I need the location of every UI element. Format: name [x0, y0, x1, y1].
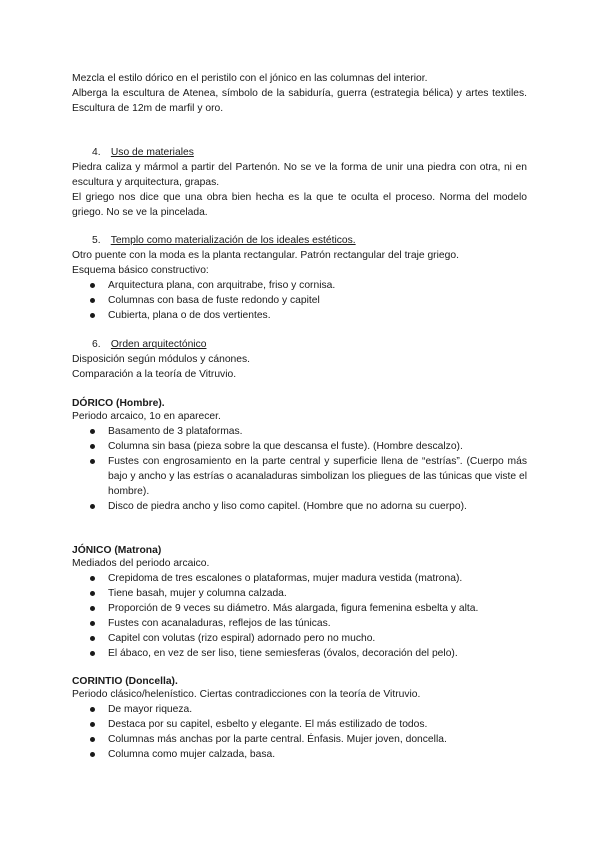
list-item: Disco de piedra ancho y liso como capitel. (Hombre que no adorna su cuerpo). [72, 499, 527, 514]
section-5-heading [92, 233, 356, 248]
bullet-icon [90, 298, 95, 303]
bullet-icon [90, 737, 95, 742]
section-6-number: 6. [92, 339, 101, 350]
section-6-line-1: Disposición según módulos y cánones. [72, 354, 251, 365]
list-item: Proporción de 9 veces su diámetro. Más alargada, figura femenina esbelta y alta. [72, 601, 527, 616]
bullet-icon [90, 722, 95, 727]
list-item: Fustes con engrosamiento en la parte central y superficie llena de “estrías”. (Cuerpo más bajo y ancho y las estrías o acanaladuras simbolizan los pliegues de las túnicas que viste el hombre). [72, 454, 527, 499]
bullet-icon [90, 444, 95, 449]
bullet-icon [90, 283, 95, 288]
list-item: Capitel con volutas (rizo espiral) adornado pero no mucho. [72, 631, 527, 646]
bullet-icon [90, 313, 95, 318]
bullet-icon [90, 429, 95, 434]
list-item: Columnas con basa de fuste redondo y capitel [72, 293, 527, 308]
section-4-number: 4. [92, 147, 101, 158]
jonico-heading: JÓNICO (Matrona) [72, 545, 162, 556]
section-5-number: 5. [92, 235, 101, 246]
corintio-line-1: Periodo clásico/helenístico. Ciertas contradicciones con la teoría de Vitruvio. [72, 689, 421, 700]
list-item: Basamento de 3 plataformas. [72, 424, 527, 439]
bullet-icon [90, 606, 95, 611]
intro-paragraph-2: Alberga la escultura de Atenea, símbolo de la sabiduría, guerra (estrategia bélica) y artes textiles. Escultura de 12m de marfil y oro. [72, 88, 527, 114]
bullet-icon [90, 591, 95, 596]
section-5-line-2: Esquema básico constructivo: [72, 265, 209, 276]
section-6-heading [92, 337, 206, 352]
bullet-icon [90, 621, 95, 626]
list-item: Destaca por su capitel, esbelto y elegante. El más estilizado de todos. [72, 717, 527, 732]
list-item: Columna sin basa (pieza sobre la que descansa el fuste). (Hombre descalzo). [72, 439, 527, 454]
list-item: Cubierta, plana o de dos vertientes. [72, 308, 527, 323]
bullet-icon [90, 752, 95, 757]
section-4-title: Uso de materiales [110, 147, 194, 158]
bullet-icon [90, 651, 95, 656]
dorico-bullet-list [72, 424, 527, 514]
dorico-heading: DÓRICO (Hombre). [72, 398, 165, 409]
list-item: Columnas más anchas por la parte central. Énfasis. Mujer joven, doncella. [72, 732, 527, 747]
list-item: Crepidoma de tres escalones o plataformas, mujer madura vestida (matrona). [72, 571, 527, 586]
bullet-icon [90, 707, 95, 712]
section-4-paragraph-2: El griego nos dice que una obra bien hecha es la que te oculta el proceso. Norma del modelo griego. No se ve la pincelada. [72, 192, 527, 218]
bullet-icon [90, 576, 95, 581]
section-4-heading [92, 145, 194, 160]
list-item: Fustes con acanaladuras, reflejos de las túnicas. [72, 616, 527, 631]
list-item: Arquitectura plana, con arquitrabe, friso y cornisa. [72, 278, 527, 293]
dorico-line-1: Periodo arcaico, 1o en aparecer. [72, 411, 221, 422]
list-item: El ábaco, en vez de ser liso, tiene semiesferas (óvalos, decoración del pelo). [72, 646, 527, 661]
section-5-title: Templo como materialización de los ideales estéticos. [110, 235, 356, 246]
bullet-icon [90, 459, 95, 464]
corintio-heading: CORINTIO (Doncella). [72, 676, 178, 687]
jonico-bullet-list [72, 571, 527, 661]
section-6-line-2: Comparación a la teoría de Vitruvio. [72, 369, 237, 380]
bullet-icon [90, 504, 95, 509]
section-5-line-1: Otro puente con la moda es la planta rectangular. Patrón rectangular del traje griego. [72, 250, 459, 261]
section-6-title: Orden arquitectónico [110, 339, 207, 350]
intro-line-1: Mezcla el estilo dórico en el peristilo con el jónico en las columnas del interior. [72, 73, 428, 84]
section-5-bullet-list [72, 278, 527, 323]
list-item: Tiene basah, mujer y columna calzada. [72, 586, 527, 601]
list-item: De mayor riqueza. [72, 702, 527, 717]
list-item: Columna como mujer calzada, basa. [72, 747, 527, 762]
bullet-icon [90, 636, 95, 641]
jonico-line-1: Mediados del periodo arcaico. [72, 558, 210, 569]
corintio-bullet-list [72, 702, 527, 762]
section-4-paragraph-1: Piedra caliza y mármol a partir del Partenón. No se ve la forma de unir una piedra con otra, ni en escultura y arquitectura, grapas. [72, 162, 527, 188]
